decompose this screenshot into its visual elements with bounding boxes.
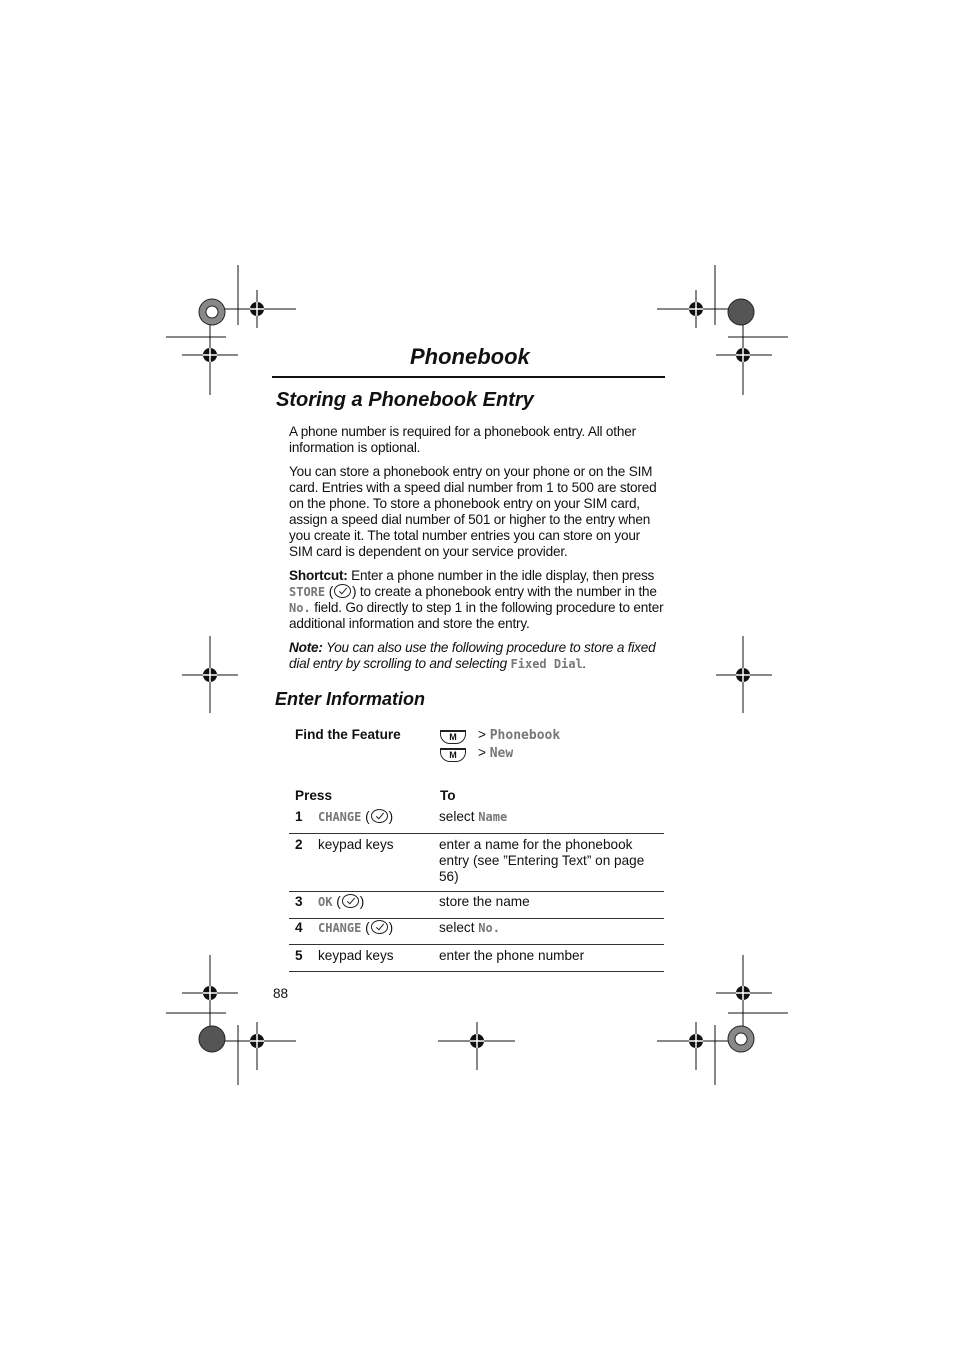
step-number: 2 (295, 837, 303, 852)
change-key-label: CHANGE (318, 921, 362, 935)
to-cell (439, 920, 654, 936)
page-number: 88 (273, 986, 289, 1001)
step-number: 4 (295, 920, 303, 935)
note-text: You can also use the following procedure to store a fixed dial entry by scrolling to and selecting (289, 640, 656, 671)
softkey-icon (334, 584, 351, 598)
column-header-press: Press (295, 788, 333, 803)
press-cell: keypad keys (318, 837, 394, 852)
storage-paragraph: You can store a phonebook entry on your phone or on the SIM card. Entries with a speed dial number from 1 to 500 are stored on the phone. To store a phonebook entry on your SIM card, assign a speed dial number of 501 or higher to the entry when you create it. The total number entries you can store on your SIM card is dependent on your service provider. (289, 464, 657, 559)
shortcut-text: to create a phonebook entry with the number in the (356, 584, 657, 599)
step-number: 5 (295, 948, 303, 963)
menu-key-icon: M (440, 748, 466, 762)
row-divider (289, 833, 664, 834)
step-number: 1 (295, 809, 303, 824)
to-cell (439, 809, 654, 825)
to-cell: enter a name for the phonebook entry (see ”Entering Text” on page 56) (439, 837, 645, 884)
subsection-title: Enter Information (275, 689, 426, 709)
press-cell: CHANGE ( ) (318, 920, 394, 935)
to-cell: store the name (439, 894, 530, 909)
number-field-label: No. (289, 601, 311, 615)
press-cell: keypad keys (318, 948, 394, 963)
row-divider (289, 971, 664, 972)
note-end: . (582, 656, 587, 671)
to-text: select (439, 920, 479, 935)
path-separator: > (478, 745, 486, 760)
title-rule (272, 376, 665, 378)
fixed-dial-label: Fixed Dial (510, 657, 583, 671)
find-feature-label: Find the Feature (295, 727, 401, 742)
softkey-icon (371, 809, 388, 823)
shortcut-paragraph: Shortcut: Enter a phone number in the idle display, then press STORE ( ) to create a phonebook entry with the number in the No. field. Go directly to step 1 in the following procedure to enter additional information and store the entry. (289, 568, 664, 631)
press-cell: OK ( ) (318, 894, 365, 909)
path-separator: > (478, 727, 486, 742)
press-cell: CHANGE ( ) (318, 809, 394, 824)
section-title: Storing a Phonebook Entry (276, 389, 534, 411)
row-divider (289, 944, 664, 945)
feature-path-step (440, 727, 560, 744)
note-label: Note: (289, 640, 323, 655)
intro-paragraph: A phone number is required for a phonebook entry. All other information is optional. (289, 424, 636, 455)
name-field-label: Name (478, 810, 508, 824)
feature-path-step (440, 745, 513, 762)
note-paragraph (289, 640, 665, 672)
store-key-label: STORE (289, 585, 326, 599)
ok-key-label: OK (318, 895, 333, 909)
softkey-icon (371, 920, 388, 934)
row-divider (289, 891, 664, 892)
to-cell: enter the phone number (439, 948, 585, 963)
shortcut-text: field. Go directly to step 1 in the following procedure to enter additional information and store the entry. (289, 600, 664, 631)
menu-item-phonebook: Phonebook (489, 728, 561, 743)
step-number: 3 (295, 894, 303, 909)
column-header-to: To (440, 788, 456, 803)
to-text: select (439, 809, 479, 824)
menu-key-icon: M (440, 730, 466, 744)
shortcut-label: Shortcut: (289, 568, 348, 583)
row-divider (289, 918, 664, 919)
menu-item-new: New (489, 746, 514, 761)
chapter-title: Phonebook (410, 344, 530, 369)
change-key-label: CHANGE (318, 810, 362, 824)
softkey-icon (342, 894, 359, 908)
shortcut-text: Enter a phone number in the idle display, then press (347, 568, 655, 583)
number-field-label: No. (478, 921, 500, 935)
